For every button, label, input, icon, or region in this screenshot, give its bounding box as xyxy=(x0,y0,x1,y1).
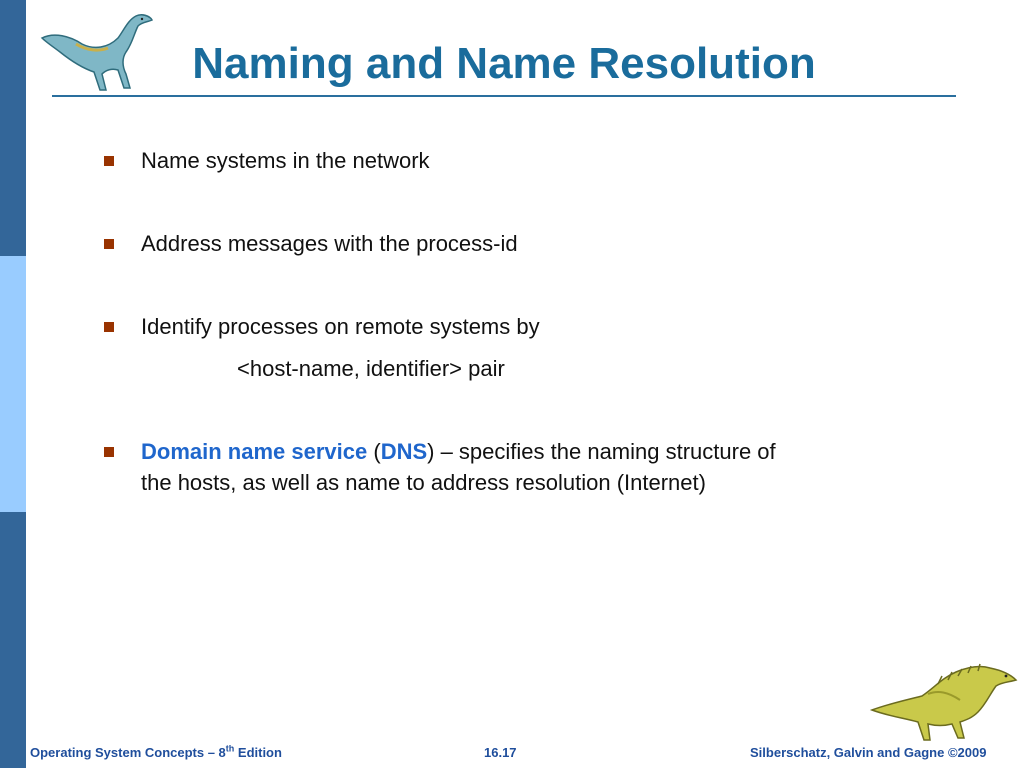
footer-book-sup: th xyxy=(225,743,235,754)
footer-book-suffix: Edition xyxy=(234,745,282,760)
bullet-text: Name systems in the network xyxy=(141,148,430,173)
slide-number: 16.17 xyxy=(484,745,517,760)
dns-description: ) – specifies the naming structure of xyxy=(427,439,776,464)
left-sidebar-band xyxy=(0,0,26,768)
bullet-subline: <host-name, identifier> pair xyxy=(237,356,505,381)
title-underline xyxy=(52,95,956,97)
footer-book-prefix: Operating System Concepts – 8 xyxy=(30,745,226,760)
dns-abbr: DNS xyxy=(380,439,428,464)
square-bullet-icon xyxy=(104,156,114,166)
dinosaur-illustration-icon xyxy=(868,660,1018,744)
footer-authors: Silberschatz, Galvin and Gagne ©2009 xyxy=(750,745,987,760)
dns-bullet-line1 xyxy=(141,436,776,467)
dns-open-paren: ( xyxy=(367,439,381,464)
slide-title: Naming and Name Resolution xyxy=(192,39,816,88)
dns-bullet-line2: the hosts, as well as name to address resolution (Internet) xyxy=(141,470,706,495)
square-bullet-icon xyxy=(104,447,114,457)
footer-book-title xyxy=(30,744,282,762)
dns-term: Domain name service xyxy=(141,439,368,464)
square-bullet-icon xyxy=(104,239,114,249)
square-bullet-icon xyxy=(104,322,114,332)
sidebar-highlight xyxy=(0,256,26,512)
bullet-text: Address messages with the process-id xyxy=(141,231,518,256)
bullet-text: Identify processes on remote systems by xyxy=(141,314,540,339)
